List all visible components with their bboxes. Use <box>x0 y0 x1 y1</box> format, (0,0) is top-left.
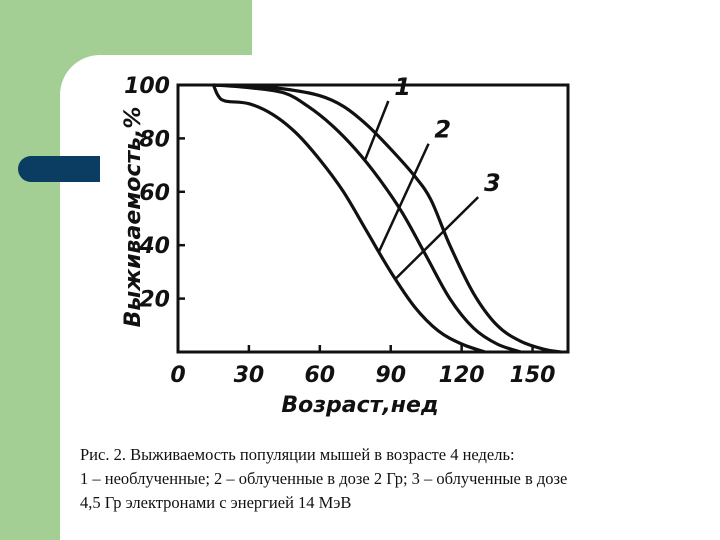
x-tick-label: 30 <box>233 363 265 388</box>
decor-navy-bar <box>18 156 100 182</box>
x-tick-label: 0 <box>170 363 186 388</box>
survival-chart <box>100 72 590 422</box>
series-label-2: 2 <box>434 115 452 144</box>
x-tick-label: 90 <box>375 363 407 388</box>
plot-area <box>124 73 568 388</box>
x-tick-label: 150 <box>509 363 556 388</box>
y-tick-label: 60 <box>139 180 170 206</box>
series-label-3: 3 <box>484 169 501 198</box>
plot-frame <box>178 85 568 352</box>
series-leader-line-2 <box>379 144 429 252</box>
figure-caption <box>80 443 700 515</box>
y-tick-label: 80 <box>139 127 170 153</box>
decor-green-band-top <box>60 0 252 55</box>
y-tick-label: 100 <box>124 74 170 99</box>
series-line-1 <box>213 85 560 352</box>
caption-line-3: 4,5 Гр электронами с энергией 14 МэВ <box>80 493 352 512</box>
y-axis-label: Выживаемость,% <box>121 106 146 328</box>
caption-line-2: 1 – необлученные; 2 – облученные в дозе 2 Гр; 3 – облученные в дозе <box>80 469 568 488</box>
x-axis-label: Возраст,нед <box>281 393 439 418</box>
decor-green-band-left <box>0 0 60 540</box>
series-leader-line-1 <box>365 101 389 161</box>
y-tick-label: 40 <box>139 234 170 260</box>
caption-line-1: Рис. 2. Выживаемость популяции мышей в возрасте 4 недель: <box>80 445 515 464</box>
x-tick-label: 120 <box>438 363 485 388</box>
x-tick-label: 60 <box>304 363 336 388</box>
y-tick-label: 20 <box>139 287 170 313</box>
series-label-1: 1 <box>394 73 411 101</box>
